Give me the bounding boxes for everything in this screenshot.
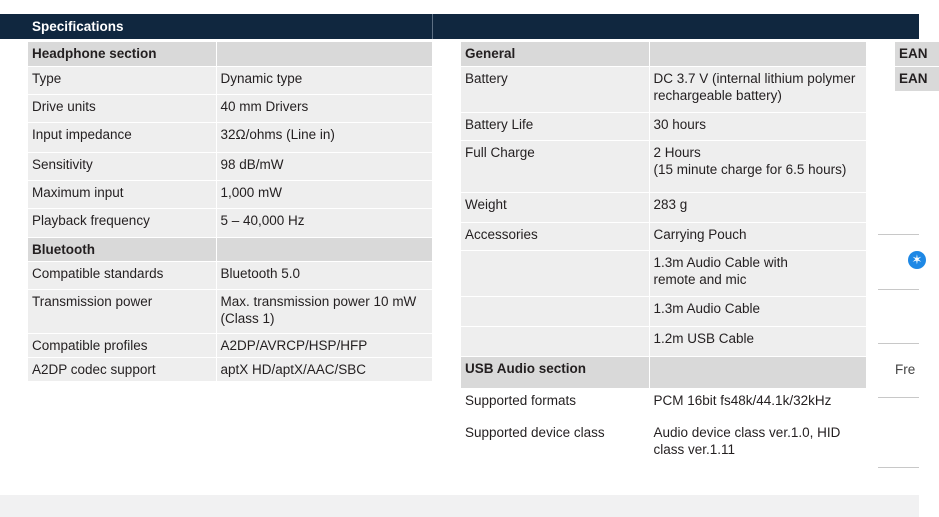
spec-label: Battery Life bbox=[461, 112, 649, 140]
spec-value: DC 3.7 V (internal lithium polymer rechargeable battery) bbox=[649, 66, 866, 112]
spec-label: Sensitivity bbox=[28, 152, 216, 180]
mid-section-header bbox=[461, 356, 866, 388]
mid-spec-row bbox=[461, 112, 866, 140]
mid-spec-row bbox=[461, 296, 866, 326]
spec-value: 1.3m Audio Cable with remote and mic bbox=[649, 250, 866, 296]
spec-value: 2 Hours (15 minute charge for 6.5 hours) bbox=[649, 140, 866, 192]
left-section-header bbox=[28, 42, 432, 66]
spec-value bbox=[649, 356, 866, 388]
spec-label bbox=[461, 250, 649, 296]
spec-value: aptX HD/aptX/AAC/SBC bbox=[216, 357, 432, 381]
mid-section-header bbox=[461, 42, 866, 66]
spec-value: Bluetooth 5.0 bbox=[216, 261, 432, 289]
section-title: USB Audio section bbox=[461, 356, 649, 388]
spec-label: Supported device class bbox=[461, 420, 649, 464]
headphone-bluetooth-spec-table bbox=[28, 42, 432, 382]
right-divider-1 bbox=[878, 234, 919, 235]
spec-value: 283 g bbox=[649, 192, 866, 222]
mid-spec-row bbox=[461, 222, 866, 250]
spec-label: Accessories bbox=[461, 222, 649, 250]
mid-spec-row bbox=[461, 250, 866, 296]
spec-value: 1,000 mW bbox=[216, 180, 432, 208]
left-spec-row bbox=[28, 152, 432, 180]
spec-value: 1.3m Audio Cable bbox=[649, 296, 866, 326]
left-spec-row bbox=[28, 357, 432, 381]
spec-label: Playback frequency bbox=[28, 208, 216, 237]
right-divider-3 bbox=[878, 343, 919, 344]
left-spec-row bbox=[28, 261, 432, 289]
spec-label: Weight bbox=[461, 192, 649, 222]
mid-spec-row bbox=[461, 420, 866, 464]
spec-value: 32Ω/ohms (Line in) bbox=[216, 122, 432, 152]
bluetooth-icon: ✶ bbox=[908, 251, 926, 269]
mid-spec-row bbox=[461, 326, 866, 356]
frequency-partial-label: Fre bbox=[895, 362, 916, 377]
right-divider-4 bbox=[878, 397, 919, 398]
left-spec-row bbox=[28, 289, 432, 333]
spec-value: Dynamic type bbox=[216, 66, 432, 94]
general-usb-spec-table bbox=[461, 42, 866, 465]
spec-label: Maximum input bbox=[28, 180, 216, 208]
ean-label-1: EAN bbox=[895, 42, 939, 66]
left-spec-row bbox=[28, 66, 432, 94]
mid-spec-row bbox=[461, 192, 866, 222]
left-section-header bbox=[28, 237, 432, 261]
spec-label bbox=[461, 326, 649, 356]
specifications-header-bar bbox=[0, 14, 919, 39]
spec-value: PCM 16bit fs48k/44.1k/32kHz bbox=[649, 388, 866, 420]
spec-value: A2DP/AVRCP/HSP/HFP bbox=[216, 333, 432, 357]
left-spec-row bbox=[28, 122, 432, 152]
spec-value: 5 – 40,000 Hz bbox=[216, 208, 432, 237]
spec-label: Compatible profiles bbox=[28, 333, 216, 357]
spec-value: Max. transmission power 10 mW (Class 1) bbox=[216, 289, 432, 333]
spec-label: Input impedance bbox=[28, 122, 216, 152]
right-divider-2 bbox=[878, 289, 919, 290]
spec-value bbox=[216, 237, 432, 261]
left-spec-row bbox=[28, 208, 432, 237]
spec-label: Compatible standards bbox=[28, 261, 216, 289]
spec-label: Drive units bbox=[28, 94, 216, 122]
header-divider bbox=[432, 14, 433, 39]
mid-spec-row bbox=[461, 388, 866, 420]
spec-label: Full Charge bbox=[461, 140, 649, 192]
spec-value: 1.2m USB Cable bbox=[649, 326, 866, 356]
ean-label-2: EAN bbox=[895, 67, 939, 91]
mid-spec-row bbox=[461, 140, 866, 192]
spec-value bbox=[216, 42, 432, 66]
spec-value: Carrying Pouch bbox=[649, 222, 866, 250]
spec-value: Audio device class ver.1.0, HID class ver.1.11 bbox=[649, 420, 866, 464]
left-spec-row bbox=[28, 94, 432, 122]
left-spec-row bbox=[28, 333, 432, 357]
page-title: Specifications bbox=[32, 19, 124, 34]
spec-value: 30 hours bbox=[649, 112, 866, 140]
spec-label: A2DP codec support bbox=[28, 357, 216, 381]
section-title: General bbox=[461, 42, 649, 66]
spec-label bbox=[461, 296, 649, 326]
spec-value bbox=[649, 42, 866, 66]
left-spec-row bbox=[28, 180, 432, 208]
spec-value: 98 dB/mW bbox=[216, 152, 432, 180]
right-divider-5 bbox=[878, 467, 919, 468]
spec-value: 40 mm Drivers bbox=[216, 94, 432, 122]
footer-band bbox=[0, 495, 919, 517]
section-title: Headphone section bbox=[28, 42, 216, 66]
spec-label: Transmission power bbox=[28, 289, 216, 333]
spec-label: Supported formats bbox=[461, 388, 649, 420]
spec-label: Type bbox=[28, 66, 216, 94]
section-title: Bluetooth bbox=[28, 237, 216, 261]
mid-spec-row bbox=[461, 66, 866, 112]
spec-label: Battery bbox=[461, 66, 649, 112]
